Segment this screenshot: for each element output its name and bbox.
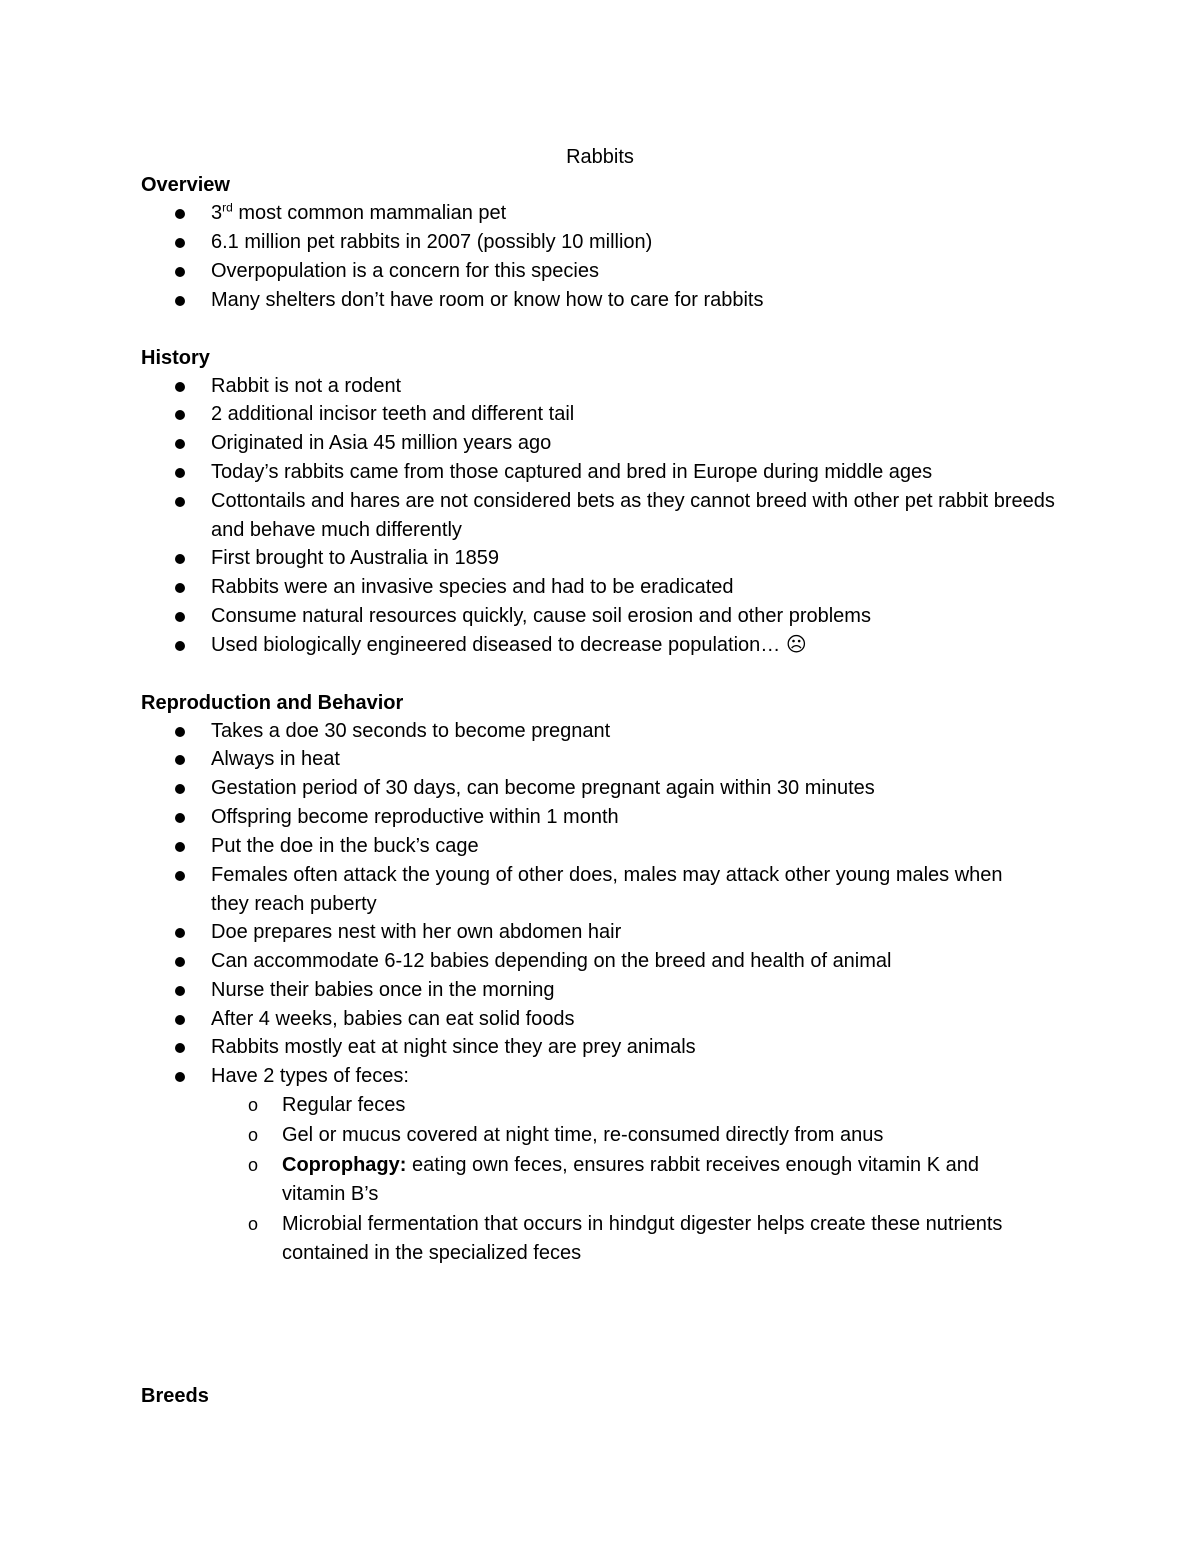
bullet-icon [175,871,185,881]
bullet-icon [175,1043,185,1053]
list-item: Cottontails and hares are not considered bets as they cannot breed with other pet rabbit breeds and behave much differently [211,490,1055,541]
section-heading-reproduction: Reproduction and Behavior [141,692,404,714]
bullet-icon [175,554,185,564]
list-item: Nurse their babies once in the morning [211,979,555,1001]
list-item: After 4 weeks, babies can eat solid foods [211,1008,575,1030]
bullet-icon [175,1015,185,1025]
list-item: Takes a doe 30 seconds to become pregnant [211,720,611,742]
list-item: Originated in Asia 45 million years ago [211,432,552,454]
sub-bullet-icon: o [248,1125,259,1145]
list-item: Gestation period of 30 days, can become pregnant again within 30 minutes [211,777,875,799]
bullet-icon [175,238,185,248]
bullet-icon [175,957,185,967]
list-item: 6.1 million pet rabbits in 2007 (possibly 10 million) [211,231,653,253]
bullet-icon [175,468,185,478]
list-item: Rabbits mostly eat at night since they are prey animals [211,1036,696,1058]
list-item: Doe prepares nest with her own abdomen hair [211,921,622,943]
sub-list-item: Regular feces [282,1094,406,1116]
list-item: Consume natural resources quickly, cause soil erosion and other problems [211,605,871,627]
bullet-icon [175,986,185,996]
list-item: First brought to Australia in 1859 [211,547,499,569]
bullet-icon [175,784,185,794]
bullet-icon [175,842,185,852]
list-item: Rabbits were an invasive species and had to be eradicated [211,576,734,598]
list-item: Offspring become reproductive within 1 month [211,806,619,828]
section-heading-overview: Overview [141,174,230,196]
section-heading-breeds: Breeds [141,1385,209,1407]
list-item: Females often attack the young of other does, males may attack other young males when they reach puberty [211,864,1003,915]
document-title: Rabbits [566,146,634,168]
bullet-icon [175,727,185,737]
sub-bullet-icon: o [248,1155,259,1175]
list-item: 3rd most common mammalian pet [211,200,507,224]
bullet-icon [175,1072,185,1082]
bullet-icon [175,410,185,420]
sub-bullet-icon: o [248,1095,259,1115]
list-item: Many shelters don’t have room or know how to care for rabbits [211,289,764,311]
bullet-icon [175,296,185,306]
bullet-icon [175,612,185,622]
bullet-icon [175,928,185,938]
bullet-icon [175,813,185,823]
bullet-icon [175,267,185,277]
list-item: Always in heat [211,748,340,770]
bullet-icon [175,439,185,449]
sub-list-item: Gel or mucus covered at night time, re-consumed directly from anus [282,1124,884,1146]
list-item: Put the doe in the buck’s cage [211,835,479,857]
list-item: Overpopulation is a concern for this species [211,260,599,282]
sub-list-item: Microbial fermentation that occurs in hindgut digester helps create these nutrients contained in the specialized feces [282,1213,1003,1264]
bullet-icon [175,641,185,651]
list-item: Have 2 types of feces: [211,1065,409,1087]
list-item: Can accommodate 6-12 babies depending on the breed and health of animal [211,950,892,972]
sub-bullet-icon: o [248,1214,259,1234]
bullet-icon [175,382,185,392]
list-item: 2 additional incisor teeth and different tail [211,403,575,425]
list-item: Rabbit is not a rodent [211,375,402,397]
section-heading-history: History [141,347,210,369]
bullet-icon [175,209,185,219]
list-item: Today’s rabbits came from those captured and bred in Europe during middle ages [211,461,933,483]
bullet-icon [175,497,185,507]
term-coprophagy: Coprophagy: [282,1154,407,1176]
bullet-icon [175,755,185,765]
list-item: Used biologically engineered diseased to decrease population… ☹ [211,634,807,656]
sub-list-item: Coprophagy: eating own feces, ensures rabbit receives enough vitamin K and vitamin B’s [282,1154,979,1205]
bullet-icon [175,583,185,593]
